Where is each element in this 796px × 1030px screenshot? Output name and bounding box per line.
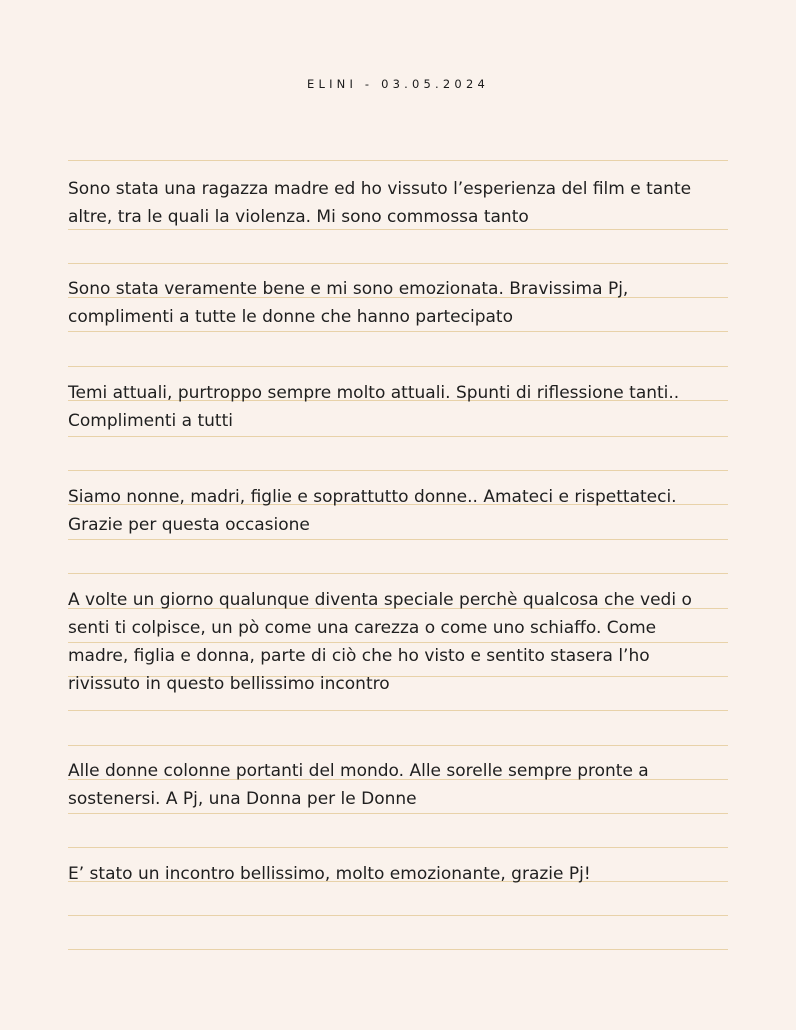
ruled-line [68,263,728,264]
ruled-line [68,436,728,437]
ruled-line [68,915,728,916]
guestbook-entry: Sono stata veramente bene e mi sono emozionata. Bravissima Pj, complimenti a tutte le donne che hanno partecipato [68,279,629,327]
guestbook-entry: A volte un giorno qualunque diventa speciale perchè qualcosa che vedi o senti ti colpisce, un pò come una carezza o come uno schiaffo. Come madre, figlia e donna, parte di ciò che ho visto e sentito stasera l’ho rivissuto in questo bellissimo incontro [68,590,692,694]
guestbook-entry: Alle donne colonne portanti del mondo. Alle sorelle sempre pronte a sostenersi. A Pj, una Donna per le Donne [68,761,649,809]
page-title: ELINI - 03.05.2024 [307,77,489,91]
ruled-line [68,745,728,746]
ruled-line [68,573,728,574]
ruled-line [68,539,728,540]
guestbook-entry: Sono stata una ragazza madre ed ho vissuto l’esperienza del film e tante altre, tra le quali la violenza. Mi sono commossa tanto [68,179,692,227]
guestbook-entry: E’ stato un incontro bellissimo, molto emozionante, grazie Pj! [68,864,591,884]
guestbook-entry: Siamo nonne, madri, figlie e soprattutto donne.. Amateci e rispettateci. Grazie per questa occasione [68,487,677,535]
guestbook-entry: Temi attuali, purtroppo sempre molto attuali. Spunti di riflessione tanti.. Complimenti a tutti [68,383,680,431]
ruled-line [68,813,728,814]
ruled-line [68,331,728,332]
ruled-line [68,366,728,367]
ruled-line [68,949,728,950]
ruled-line [68,847,728,848]
ruled-line [68,710,728,711]
ruled-line [68,160,728,161]
ruled-line [68,470,728,471]
